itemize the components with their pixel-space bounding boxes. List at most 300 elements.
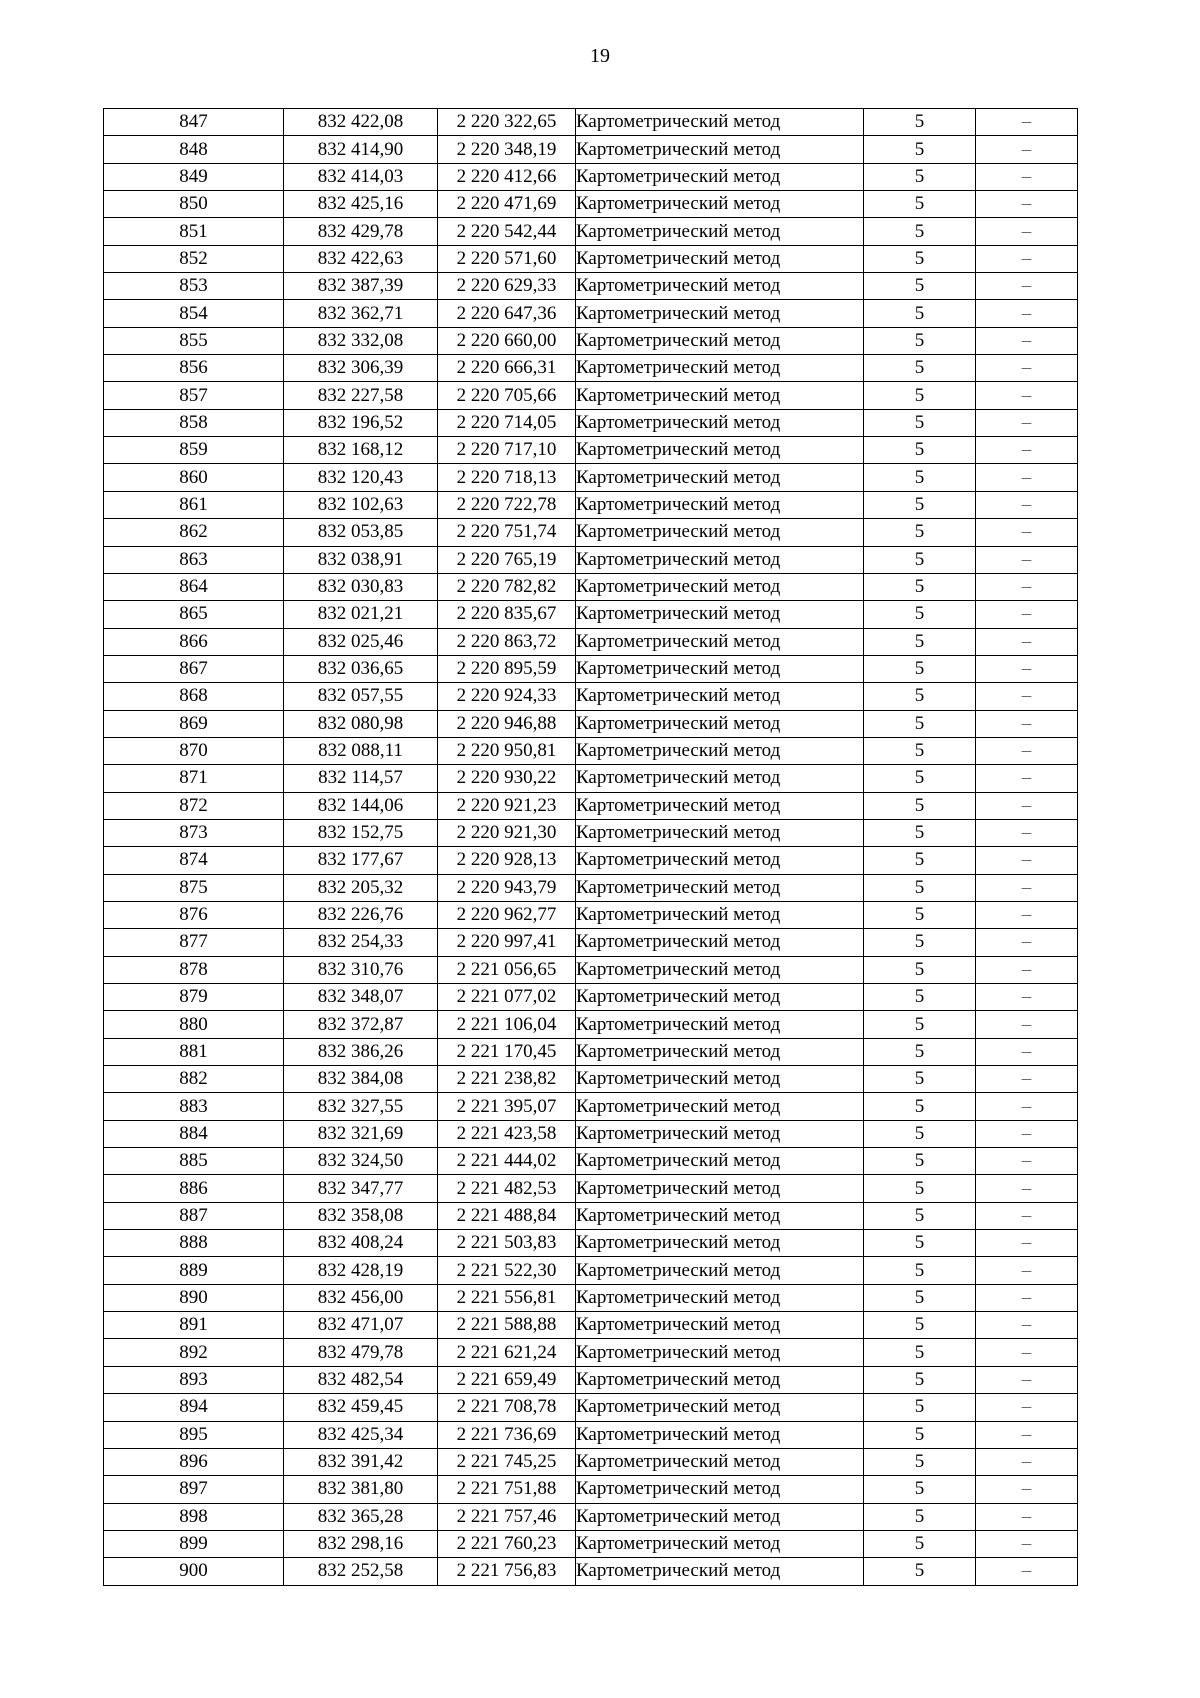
coordinate-x-cell: 832 381,80 [284, 1476, 438, 1503]
point-number-cell: 882 [104, 1066, 284, 1093]
coordinate-y-cell: 2 220 782,82 [438, 573, 576, 600]
note-cell [976, 382, 1078, 409]
note-cell [976, 327, 1078, 354]
note-cell [976, 136, 1078, 163]
method-cell: Картометрический метод [576, 245, 864, 272]
accuracy-cell: 5 [864, 710, 976, 737]
note-cell [976, 1339, 1078, 1366]
table-row [104, 573, 1078, 600]
table-row [104, 191, 1078, 218]
note-cell [976, 355, 1078, 382]
dash-mark: – [1021, 771, 1032, 785]
note-cell [976, 1394, 1078, 1421]
dash-mark: – [1021, 1400, 1032, 1414]
accuracy-cell: 5 [864, 683, 976, 710]
accuracy-cell: 5 [864, 1394, 976, 1421]
point-number-cell: 868 [104, 683, 284, 710]
dash-mark: – [1021, 935, 1032, 949]
coordinate-x-cell: 832 321,69 [284, 1120, 438, 1147]
table-row [104, 737, 1078, 764]
coordinate-x-cell: 832 459,45 [284, 1394, 438, 1421]
coordinate-x-cell: 832 358,08 [284, 1202, 438, 1229]
dash-mark: – [1021, 689, 1032, 703]
dash-mark: – [1021, 908, 1032, 922]
note-cell [976, 765, 1078, 792]
accuracy-cell: 5 [864, 109, 976, 136]
dash-mark: – [1021, 115, 1032, 129]
note-cell [976, 1120, 1078, 1147]
accuracy-cell: 5 [864, 136, 976, 163]
method-cell: Картометрический метод [576, 1366, 864, 1393]
note-cell [976, 163, 1078, 190]
point-number-cell: 855 [104, 327, 284, 354]
accuracy-cell: 5 [864, 984, 976, 1011]
dash-mark: – [1021, 1510, 1032, 1523]
coordinate-x-cell: 832 428,19 [284, 1257, 438, 1284]
accuracy-cell: 5 [864, 437, 976, 464]
point-number-cell: 897 [104, 1476, 284, 1503]
accuracy-cell: 5 [864, 819, 976, 846]
point-number-cell: 874 [104, 847, 284, 874]
method-cell: Картометрический метод [576, 1120, 864, 1147]
coordinate-y-cell: 2 220 765,19 [438, 546, 576, 573]
point-number-cell: 889 [104, 1257, 284, 1284]
accuracy-cell: 5 [864, 901, 976, 928]
coordinate-y-cell: 2 220 571,60 [438, 245, 576, 272]
note-cell [976, 1503, 1078, 1530]
note-cell [976, 191, 1078, 218]
coordinate-x-cell: 832 332,08 [284, 327, 438, 354]
accuracy-cell: 5 [864, 737, 976, 764]
table-row [104, 1312, 1078, 1339]
point-number-cell: 847 [104, 109, 284, 136]
accuracy-cell: 5 [864, 1558, 976, 1585]
accuracy-cell: 5 [864, 601, 976, 628]
point-number-cell: 888 [104, 1230, 284, 1257]
coordinate-y-cell: 2 220 835,67 [438, 601, 576, 628]
dash-mark: – [1021, 1209, 1032, 1222]
point-number-cell: 894 [104, 1394, 284, 1421]
point-number-cell: 856 [104, 355, 284, 382]
method-cell: Картометрический метод [576, 819, 864, 846]
point-number-cell: 900 [104, 1558, 284, 1585]
accuracy-cell: 5 [864, 765, 976, 792]
method-cell: Картометрический метод [576, 437, 864, 464]
table-row [104, 409, 1078, 436]
point-number-cell: 893 [104, 1366, 284, 1393]
table-row [104, 683, 1078, 710]
dash-mark: – [1021, 1291, 1032, 1304]
accuracy-cell: 5 [864, 491, 976, 518]
point-number-cell: 890 [104, 1284, 284, 1311]
dash-mark: – [1021, 1318, 1032, 1332]
accuracy-cell: 5 [864, 1202, 976, 1229]
table-row [104, 437, 1078, 464]
method-cell: Картометрический метод [576, 1175, 864, 1202]
dash-mark: – [1021, 1099, 1032, 1113]
coordinate-x-cell: 832 429,78 [284, 218, 438, 245]
accuracy-cell: 5 [864, 1230, 976, 1257]
table-row [104, 601, 1078, 628]
table-row [104, 628, 1078, 655]
point-number-cell: 849 [104, 163, 284, 190]
table-row [104, 1066, 1078, 1093]
note-cell [976, 792, 1078, 819]
accuracy-cell: 5 [864, 273, 976, 300]
coordinate-y-cell: 2 220 666,31 [438, 355, 576, 382]
dash-mark: – [1021, 1236, 1032, 1250]
coordinate-y-cell: 2 221 745,25 [438, 1448, 576, 1475]
table-row [104, 792, 1078, 819]
table-row [104, 929, 1078, 956]
note-cell [976, 1366, 1078, 1393]
accuracy-cell: 5 [864, 1421, 976, 1448]
coordinate-y-cell: 2 221 659,49 [438, 1366, 576, 1393]
point-number-cell: 896 [104, 1448, 284, 1475]
coordinate-y-cell: 2 220 629,33 [438, 273, 576, 300]
coordinate-y-cell: 2 220 921,30 [438, 819, 576, 846]
note-cell [976, 683, 1078, 710]
point-number-cell: 854 [104, 300, 284, 327]
accuracy-cell: 5 [864, 355, 976, 382]
accuracy-cell: 5 [864, 1257, 976, 1284]
coordinate-y-cell: 2 221 736,69 [438, 1421, 576, 1448]
accuracy-cell: 5 [864, 1175, 976, 1202]
method-cell: Картометрический метод [576, 1257, 864, 1284]
accuracy-cell: 5 [864, 628, 976, 655]
coordinate-y-cell: 2 221 621,24 [438, 1339, 576, 1366]
point-number-cell: 877 [104, 929, 284, 956]
coordinate-y-cell: 2 221 708,78 [438, 1394, 576, 1421]
accuracy-cell: 5 [864, 929, 976, 956]
point-number-cell: 898 [104, 1503, 284, 1530]
coordinates-table [103, 108, 1078, 1586]
accuracy-cell: 5 [864, 1503, 976, 1530]
note-cell [976, 519, 1078, 546]
note-cell [976, 655, 1078, 682]
coordinate-y-cell: 2 220 930,22 [438, 765, 576, 792]
method-cell: Картометрический метод [576, 1230, 864, 1257]
accuracy-cell: 5 [864, 1476, 976, 1503]
accuracy-cell: 5 [864, 1011, 976, 1038]
table-row [104, 1038, 1078, 1065]
point-number-cell: 879 [104, 984, 284, 1011]
coordinate-x-cell: 832 205,32 [284, 874, 438, 901]
table-row [104, 1394, 1078, 1421]
accuracy-cell: 5 [864, 409, 976, 436]
note-cell [976, 273, 1078, 300]
table-row [104, 491, 1078, 518]
point-number-cell: 883 [104, 1093, 284, 1120]
method-cell: Картометрический метод [576, 1503, 864, 1530]
table-row [104, 1202, 1078, 1229]
dash-mark: – [1021, 1017, 1032, 1031]
point-number-cell: 878 [104, 956, 284, 983]
page-number: 19 [590, 45, 610, 67]
note-cell [976, 300, 1078, 327]
dash-mark: – [1021, 361, 1032, 375]
note-cell [976, 1038, 1078, 1065]
note-cell [976, 546, 1078, 573]
accuracy-cell: 5 [864, 191, 976, 218]
table-row [104, 109, 1078, 136]
method-cell: Картометрический метод [576, 655, 864, 682]
table-row [104, 1530, 1078, 1557]
table-row [104, 847, 1078, 874]
dash-mark: – [1021, 1346, 1032, 1359]
point-number-cell: 891 [104, 1312, 284, 1339]
table-row [104, 1120, 1078, 1147]
note-cell [976, 628, 1078, 655]
method-cell: Картометрический метод [576, 1148, 864, 1175]
method-cell: Картометрический метод [576, 1312, 864, 1339]
point-number-cell: 887 [104, 1202, 284, 1229]
coordinate-x-cell: 832 057,55 [284, 683, 438, 710]
note-cell [976, 984, 1078, 1011]
coordinate-x-cell: 832 324,50 [284, 1148, 438, 1175]
coordinate-y-cell: 2 221 556,81 [438, 1284, 576, 1311]
point-number-cell: 870 [104, 737, 284, 764]
coordinate-x-cell: 832 422,63 [284, 245, 438, 272]
accuracy-cell: 5 [864, 546, 976, 573]
coordinate-y-cell: 2 221 444,02 [438, 1148, 576, 1175]
note-cell [976, 491, 1078, 518]
dash-mark: – [1021, 607, 1032, 621]
dash-mark: – [1021, 662, 1032, 676]
table-row [104, 382, 1078, 409]
method-cell: Картометрический метод [576, 464, 864, 491]
point-number-cell: 860 [104, 464, 284, 491]
accuracy-cell: 5 [864, 1066, 976, 1093]
coordinate-x-cell: 832 479,78 [284, 1339, 438, 1366]
note-cell [976, 1312, 1078, 1339]
coordinate-y-cell: 2 220 946,88 [438, 710, 576, 737]
note-cell [976, 929, 1078, 956]
table-row [104, 1175, 1078, 1202]
coordinate-y-cell: 2 221 238,82 [438, 1066, 576, 1093]
coordinate-y-cell: 2 220 950,81 [438, 737, 576, 764]
dash-mark: – [1021, 1537, 1032, 1551]
dash-mark: – [1021, 306, 1032, 320]
coordinate-x-cell: 832 226,76 [284, 901, 438, 928]
accuracy-cell: 5 [864, 1312, 976, 1339]
note-cell [976, 1175, 1078, 1202]
method-cell: Картометрический метод [576, 901, 864, 928]
coordinate-x-cell: 832 025,46 [284, 628, 438, 655]
table-row [104, 273, 1078, 300]
accuracy-cell: 5 [864, 792, 976, 819]
table-row [104, 245, 1078, 272]
coordinate-x-cell: 832 036,65 [284, 655, 438, 682]
coordinate-y-cell: 2 220 322,65 [438, 109, 576, 136]
coordinates-table-body [104, 109, 1078, 1586]
coordinate-x-cell: 832 414,90 [284, 136, 438, 163]
coordinate-y-cell: 2 221 503,83 [438, 1230, 576, 1257]
method-cell: Картометрический метод [576, 1530, 864, 1557]
accuracy-cell: 5 [864, 1093, 976, 1120]
coordinate-x-cell: 832 030,83 [284, 573, 438, 600]
note-cell [976, 1257, 1078, 1284]
point-number-cell: 859 [104, 437, 284, 464]
method-cell: Картометрический метод [576, 519, 864, 546]
coordinate-x-cell: 832 306,39 [284, 355, 438, 382]
table-row [104, 1257, 1078, 1284]
method-cell: Картометрический метод [576, 956, 864, 983]
point-number-cell: 866 [104, 628, 284, 655]
method-cell: Картометрический метод [576, 491, 864, 518]
coordinate-y-cell: 2 220 895,59 [438, 655, 576, 682]
note-cell [976, 1476, 1078, 1503]
dash-mark: – [1021, 635, 1032, 648]
method-cell: Картометрический метод [576, 1284, 864, 1311]
accuracy-cell: 5 [864, 245, 976, 272]
method-cell: Картометрический метод [576, 382, 864, 409]
coordinate-x-cell: 832 387,39 [284, 273, 438, 300]
note-cell [976, 218, 1078, 245]
note-cell [976, 409, 1078, 436]
method-cell: Картометрический метод [576, 1476, 864, 1503]
coordinate-x-cell: 832 362,71 [284, 300, 438, 327]
point-number-cell: 886 [104, 1175, 284, 1202]
dash-mark: – [1021, 252, 1032, 265]
dash-mark: – [1021, 1127, 1032, 1140]
method-cell: Картометрический метод [576, 300, 864, 327]
method-cell: Картометрический метод [576, 929, 864, 956]
accuracy-cell: 5 [864, 382, 976, 409]
point-number-cell: 853 [104, 273, 284, 300]
point-number-cell: 857 [104, 382, 284, 409]
dash-mark: – [1021, 853, 1032, 867]
method-cell: Картометрический метод [576, 573, 864, 600]
accuracy-cell: 5 [864, 1148, 976, 1175]
method-cell: Картометрический метод [576, 874, 864, 901]
dash-mark: – [1021, 717, 1032, 730]
coordinate-y-cell: 2 221 482,53 [438, 1175, 576, 1202]
method-cell: Картометрический метод [576, 1038, 864, 1065]
coordinate-y-cell: 2 220 921,23 [438, 792, 576, 819]
method-cell: Картометрический метод [576, 546, 864, 573]
dash-mark: – [1021, 881, 1032, 894]
accuracy-cell: 5 [864, 655, 976, 682]
coordinate-x-cell: 832 471,07 [284, 1312, 438, 1339]
note-cell [976, 573, 1078, 600]
method-cell: Картометрический метод [576, 628, 864, 655]
accuracy-cell: 5 [864, 300, 976, 327]
table-row [104, 984, 1078, 1011]
dash-mark: – [1021, 170, 1032, 183]
accuracy-cell: 5 [864, 464, 976, 491]
coordinate-x-cell: 832 088,11 [284, 737, 438, 764]
table-row [104, 1448, 1078, 1475]
coordinate-y-cell: 2 221 588,88 [438, 1312, 576, 1339]
note-cell [976, 245, 1078, 272]
coordinate-x-cell: 832 144,06 [284, 792, 438, 819]
dash-mark: – [1021, 799, 1032, 812]
dash-mark: – [1021, 142, 1032, 156]
note-cell [976, 1230, 1078, 1257]
coordinate-x-cell: 832 482,54 [284, 1366, 438, 1393]
accuracy-cell: 5 [864, 327, 976, 354]
coordinate-x-cell: 832 227,58 [284, 382, 438, 409]
coordinate-y-cell: 2 221 751,88 [438, 1476, 576, 1503]
coordinate-x-cell: 832 310,76 [284, 956, 438, 983]
point-number-cell: 865 [104, 601, 284, 628]
method-cell: Картометрический метод [576, 1394, 864, 1421]
point-number-cell: 880 [104, 1011, 284, 1038]
table-row [104, 1366, 1078, 1393]
accuracy-cell: 5 [864, 573, 976, 600]
coordinate-y-cell: 2 220 997,41 [438, 929, 576, 956]
dash-mark: – [1021, 1455, 1032, 1469]
dash-mark: – [1021, 224, 1032, 238]
coordinate-y-cell: 2 220 714,05 [438, 409, 576, 436]
coordinate-y-cell: 2 220 943,79 [438, 874, 576, 901]
table-row [104, 163, 1078, 190]
coordinate-y-cell: 2 220 717,10 [438, 437, 576, 464]
point-number-cell: 862 [104, 519, 284, 546]
point-number-cell: 884 [104, 1120, 284, 1147]
table-row [104, 355, 1078, 382]
point-number-cell: 892 [104, 1339, 284, 1366]
coordinate-y-cell: 2 221 077,02 [438, 984, 576, 1011]
point-number-cell: 869 [104, 710, 284, 737]
point-number-cell: 864 [104, 573, 284, 600]
method-cell: Картометрический метод [576, 765, 864, 792]
table-row [104, 874, 1078, 901]
table-row [104, 546, 1078, 573]
coordinate-y-cell: 2 220 751,74 [438, 519, 576, 546]
table-row [104, 1503, 1078, 1530]
accuracy-cell: 5 [864, 519, 976, 546]
method-cell: Картометрический метод [576, 109, 864, 136]
coordinate-y-cell: 2 221 756,83 [438, 1558, 576, 1585]
method-cell: Картометрический метод [576, 601, 864, 628]
coordinate-x-cell: 832 177,67 [284, 847, 438, 874]
coordinate-x-cell: 832 384,08 [284, 1066, 438, 1093]
dash-mark: – [1021, 279, 1032, 293]
method-cell: Картометрический метод [576, 1421, 864, 1448]
note-cell [976, 1202, 1078, 1229]
accuracy-cell: 5 [864, 1339, 976, 1366]
coordinate-y-cell: 2 220 412,66 [438, 163, 576, 190]
method-cell: Картометрический метод [576, 847, 864, 874]
point-number-cell: 852 [104, 245, 284, 272]
coordinate-y-cell: 2 221 760,23 [438, 1530, 576, 1557]
method-cell: Картометрический метод [576, 136, 864, 163]
point-number-cell: 861 [104, 491, 284, 518]
coordinate-y-cell: 2 221 106,04 [438, 1011, 576, 1038]
point-number-cell: 895 [104, 1421, 284, 1448]
table-row [104, 218, 1078, 245]
note-cell [976, 901, 1078, 928]
dash-mark: – [1021, 389, 1032, 402]
coordinate-x-cell: 832 425,34 [284, 1421, 438, 1448]
coordinate-x-cell: 832 422,08 [284, 109, 438, 136]
accuracy-cell: 5 [864, 1530, 976, 1557]
table-row [104, 1093, 1078, 1120]
coordinate-y-cell: 2 221 757,46 [438, 1503, 576, 1530]
table-row [104, 300, 1078, 327]
note-cell [976, 109, 1078, 136]
dash-mark: – [1021, 1072, 1032, 1086]
point-number-cell: 871 [104, 765, 284, 792]
coordinate-y-cell: 2 221 522,30 [438, 1257, 576, 1284]
coordinate-y-cell: 2 220 863,72 [438, 628, 576, 655]
dash-mark: – [1021, 1482, 1032, 1496]
coordinate-x-cell: 832 327,55 [284, 1093, 438, 1120]
coordinate-y-cell: 2 220 705,66 [438, 382, 576, 409]
dash-mark: – [1021, 990, 1032, 1004]
